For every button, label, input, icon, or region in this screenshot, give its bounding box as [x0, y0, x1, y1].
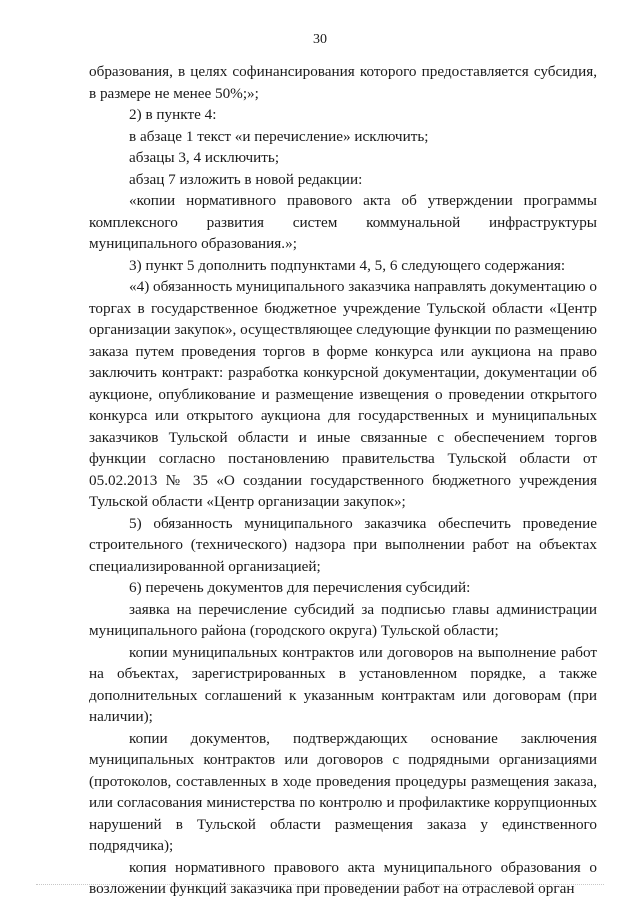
- paragraph: 2) в пункте 4:: [129, 106, 217, 123]
- paragraph: копия нормативного правового акта муниципального образования о возложении функций заказчика при проведении работ на отраслевой орган: [89, 858, 597, 897]
- paragraph: в абзаце 1 текст «и перечисление» исключить;: [129, 127, 429, 145]
- paragraph: абзацы 3, 4 исключить;: [129, 149, 280, 166]
- scan-edge-noise: [36, 884, 604, 889]
- paragraph: 5) обязанность муниципального заказчика обеспечить проведение строительного (технического) надзора при выполнении работ на объектах специализированной организацией;: [89, 514, 597, 575]
- paragraph: абзац 7 изложить в новой редакции:: [129, 170, 363, 188]
- document-body: [89, 61, 597, 900]
- paragraph: копии муниципальных контрактов или договоров на выполнение работ на объектах, зарегистрированных в установленном порядке, а также дополнительных соглашений к указанным контрактам или договорам (при наличии);: [89, 643, 597, 725]
- paragraph: 3) пункт 5 дополнить подпунктами 4, 5, 6 следующего содержания:: [129, 256, 566, 274]
- paragraph: копии документов, подтверждающих основание заключения муниципальных контрактов или договоров с подрядными организациями (протоколов, составленных в ходе проведения процедуры размещения заказа, или согласования министерства по контролю и профилактике коррупционных нарушений в Тульской области размещения заказа у единственного подрядчика);: [89, 729, 597, 854]
- page-number: 30: [313, 32, 327, 47]
- paragraph: образования, в целях софинансирования которого предоставляется субсидия, в размере не менее 50%;»;: [89, 63, 597, 102]
- paragraph: 6) перечень документов для перечисления субсидий:: [129, 579, 471, 596]
- paragraph: «4) обязанность муниципального заказчика направлять документацию о торгах в государственное бюджетное учреждение Тульской области «Центр организации закупок», осуществляющее следующие функции по размещению заказа путем проведения торгов в форме конкурса или аукциона на право заключить контракт: разработка конкурсной документации, документации об аукционе, опубликование и размещение извещения о проведении открытого конкурса или открытого аукциона для государственных и муниципальных заказчиков Тульской области и иные связанные с обеспечением торгов функции согласно постановлению правительства Тульской области от 05.02.2013 № 35 «О создании государственного бюджетного учреждения Тульской области «Центр организации закупок»;: [89, 278, 597, 510]
- paragraph: «копии нормативного правового акта об утверждении программы комплексного развития систем коммунальной инфраструктуры муниципального образования.»;: [89, 192, 597, 252]
- paragraph: заявка на перечисление субсидий за подписью главы администрации муниципального района (городского округа) Тульской области;: [89, 600, 597, 639]
